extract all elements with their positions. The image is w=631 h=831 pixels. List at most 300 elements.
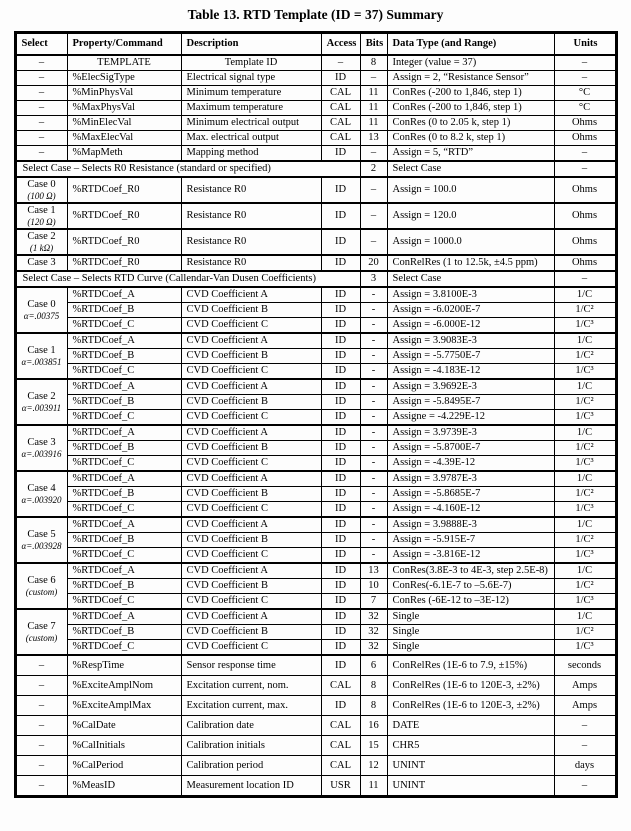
table-row bbox=[15, 487, 616, 502]
bits-cell: 32 bbox=[360, 640, 387, 656]
access-cell: ID bbox=[321, 502, 360, 518]
description-cell: Excitation current, max. bbox=[181, 696, 321, 716]
select-cell: – bbox=[15, 55, 67, 71]
case-label: Case 0 bbox=[27, 299, 56, 310]
table-title: Table 13. RTD Template (ID = 37) Summary bbox=[187, 7, 444, 22]
table-row bbox=[15, 676, 616, 696]
bits-cell: 8 bbox=[360, 676, 387, 696]
case-label: Case 1 bbox=[27, 205, 56, 216]
table-row bbox=[15, 594, 616, 610]
bits-cell: 11 bbox=[360, 116, 387, 131]
description-cell: CVD Coefficient A bbox=[181, 287, 321, 303]
units-cell: seconds bbox=[554, 655, 616, 676]
description-cell: CVD Coefficient B bbox=[181, 349, 321, 364]
description-cell: Calibration initials bbox=[181, 736, 321, 756]
units-cell: Amps bbox=[554, 676, 616, 696]
units-cell: 1/C³ bbox=[554, 456, 616, 472]
access-cell: USR bbox=[321, 776, 360, 797]
datatype-cell: Assign = -4.160E-12 bbox=[387, 502, 554, 518]
bits-cell: 15 bbox=[360, 736, 387, 756]
datatype-cell: Assign = 3.9083E-3 bbox=[387, 333, 554, 349]
units-cell: days bbox=[554, 756, 616, 776]
case-sub-label: α=.003916 bbox=[21, 449, 62, 459]
select-case-cell bbox=[15, 229, 67, 255]
table-row bbox=[15, 502, 616, 518]
access-cell: CAL bbox=[321, 101, 360, 116]
property-cell: %RTDCoef_C bbox=[67, 410, 181, 426]
table-row bbox=[15, 655, 616, 676]
bits-cell: - bbox=[360, 318, 387, 334]
case-sub-label: (120 Ω) bbox=[27, 217, 56, 227]
bits-cell: - bbox=[360, 379, 387, 395]
units-cell: Ohms bbox=[554, 177, 616, 203]
select-cell: – bbox=[15, 86, 67, 101]
select-cell: – bbox=[15, 696, 67, 716]
access-cell: ID bbox=[321, 229, 360, 255]
description-cell: CVD Coefficient B bbox=[181, 579, 321, 594]
datatype-cell: ConRelRes (1 to 12.5k, ±4.5 ppm) bbox=[387, 255, 554, 271]
property-cell: %RTDCoef_C bbox=[67, 456, 181, 472]
description-cell: CVD Coefficient C bbox=[181, 456, 321, 472]
property-cell: %RTDCoef_C bbox=[67, 548, 181, 564]
description-cell: CVD Coefficient B bbox=[181, 625, 321, 640]
datatype-cell: Assign = 3.9692E-3 bbox=[387, 379, 554, 395]
datatype-cell: ConRes (0 to 8.2 k, step 1) bbox=[387, 131, 554, 146]
property-cell: %ElecSigType bbox=[67, 71, 181, 86]
access-cell: ID bbox=[321, 255, 360, 271]
access-cell: ID bbox=[321, 410, 360, 426]
description-cell: CVD Coefficient A bbox=[181, 379, 321, 395]
description-cell: Calibration date bbox=[181, 716, 321, 736]
case-sub-label: (1 kΩ) bbox=[29, 243, 54, 253]
table-row bbox=[15, 441, 616, 456]
description-cell: Excitation current, nom. bbox=[181, 676, 321, 696]
access-cell: ID bbox=[321, 579, 360, 594]
datatype-cell: Assign = -6.000E-12 bbox=[387, 318, 554, 334]
column-header-bits: Bits bbox=[360, 33, 387, 56]
column-header-data-type: Data Type (and Range) bbox=[387, 33, 554, 56]
description-cell: Max. electrical output bbox=[181, 131, 321, 146]
section-row bbox=[15, 161, 616, 177]
property-cell: %RTDCoef_A bbox=[67, 563, 181, 579]
units-cell: 1/C² bbox=[554, 349, 616, 364]
units-cell: 1/C³ bbox=[554, 318, 616, 334]
units-cell: 1/C² bbox=[554, 303, 616, 318]
description-cell: CVD Coefficient B bbox=[181, 395, 321, 410]
datatype-cell: Assign = 3.9739E-3 bbox=[387, 425, 554, 441]
bits-cell: 2 bbox=[360, 161, 387, 177]
access-cell: ID bbox=[321, 640, 360, 656]
column-header-units: Units bbox=[554, 33, 616, 56]
units-cell: °C bbox=[554, 101, 616, 116]
property-cell: %CalDate bbox=[67, 716, 181, 736]
units-cell: 1/C bbox=[554, 287, 616, 303]
datatype-cell: ConRelRes (1E-6 to 120E-3, ±2%) bbox=[387, 696, 554, 716]
datatype-cell: ConRes (-200 to 1,846, step 1) bbox=[387, 86, 554, 101]
access-cell: – bbox=[321, 55, 360, 71]
select-cell: – bbox=[15, 116, 67, 131]
bits-cell: - bbox=[360, 364, 387, 380]
units-cell: 1/C bbox=[554, 609, 616, 625]
case-sub-label: α=.003928 bbox=[21, 541, 62, 551]
datatype-cell: Single bbox=[387, 625, 554, 640]
bits-cell: 11 bbox=[360, 776, 387, 797]
access-cell: ID bbox=[321, 71, 360, 86]
case-sub-label: (custom) bbox=[25, 633, 58, 643]
select-cell: – bbox=[15, 655, 67, 676]
property-cell: %RTDCoef_A bbox=[67, 471, 181, 487]
property-cell: %MinElecVal bbox=[67, 116, 181, 131]
select-cell: – bbox=[15, 146, 67, 162]
description-cell: CVD Coefficient C bbox=[181, 410, 321, 426]
description-cell: Maximum temperature bbox=[181, 101, 321, 116]
select-cell: – bbox=[15, 736, 67, 756]
datatype-cell: ConRes(3.8E-3 to 4E-3, step 2.5E-8) bbox=[387, 563, 554, 579]
datatype-cell: ConRelRes (1E-6 to 7.9, ±15%) bbox=[387, 655, 554, 676]
description-cell: Resistance R0 bbox=[181, 255, 321, 271]
select-cell: Case 3 bbox=[15, 255, 67, 271]
datatype-cell: Assign = 3.8100E-3 bbox=[387, 287, 554, 303]
select-case-cell bbox=[15, 203, 67, 229]
property-cell: %ExciteAmplMax bbox=[67, 696, 181, 716]
select-case-cell bbox=[15, 333, 67, 379]
access-cell: ID bbox=[321, 563, 360, 579]
select-case-cell bbox=[15, 609, 67, 655]
datatype-cell: ConRes (0 to 2.05 k, step 1) bbox=[387, 116, 554, 131]
case-sub-label: (100 Ω) bbox=[27, 191, 56, 201]
description-cell: Measurement location ID bbox=[181, 776, 321, 797]
datatype-cell: Assign = 1000.0 bbox=[387, 229, 554, 255]
bits-cell: 32 bbox=[360, 609, 387, 625]
datatype-cell: Single bbox=[387, 640, 554, 656]
bits-cell: 3 bbox=[360, 271, 387, 287]
units-cell: Ohms bbox=[554, 116, 616, 131]
table-row bbox=[15, 756, 616, 776]
datatype-cell: Assign = 3.9888E-3 bbox=[387, 517, 554, 533]
property-cell: %MaxElecVal bbox=[67, 131, 181, 146]
table-row bbox=[15, 318, 616, 334]
case-label: Case 7 bbox=[27, 621, 56, 632]
property-cell: %RTDCoef_A bbox=[67, 609, 181, 625]
datatype-cell: Assign = -5.8495E-7 bbox=[387, 395, 554, 410]
datatype-cell: Assign = -4.183E-12 bbox=[387, 364, 554, 380]
description-cell: CVD Coefficient B bbox=[181, 441, 321, 456]
property-cell: %RTDCoef_C bbox=[67, 318, 181, 334]
datatype-cell: Integer (value = 37) bbox=[387, 55, 554, 71]
units-cell: 1/C³ bbox=[554, 594, 616, 610]
table-row bbox=[15, 116, 616, 131]
case-sub-label: (custom) bbox=[25, 587, 58, 597]
case-sub-label: α=.003851 bbox=[21, 357, 62, 367]
description-cell: CVD Coefficient A bbox=[181, 471, 321, 487]
property-cell: %RTDCoef_A bbox=[67, 379, 181, 395]
select-case-cell bbox=[15, 425, 67, 471]
datatype-cell: Assign = 3.9787E-3 bbox=[387, 471, 554, 487]
description-cell: CVD Coefficient A bbox=[181, 425, 321, 441]
units-cell: Amps bbox=[554, 696, 616, 716]
units-cell: 1/C² bbox=[554, 533, 616, 548]
property-cell: %RTDCoef_C bbox=[67, 594, 181, 610]
table-row bbox=[15, 101, 616, 116]
description-cell: Mapping method bbox=[181, 146, 321, 162]
units-cell: °C bbox=[554, 86, 616, 101]
units-cell: 1/C³ bbox=[554, 410, 616, 426]
datatype-cell: Assign = 2, “Resistance Sensor” bbox=[387, 71, 554, 86]
bits-cell: 10 bbox=[360, 579, 387, 594]
bits-cell: 13 bbox=[360, 131, 387, 146]
property-cell: %RTDCoef_B bbox=[67, 395, 181, 410]
datatype-cell: Select Case bbox=[387, 271, 554, 287]
select-case-cell bbox=[15, 563, 67, 609]
units-cell: – bbox=[554, 161, 616, 177]
table-row bbox=[15, 716, 616, 736]
bits-cell: - bbox=[360, 425, 387, 441]
bits-cell: - bbox=[360, 395, 387, 410]
units-cell: – bbox=[554, 71, 616, 86]
description-cell: CVD Coefficient B bbox=[181, 533, 321, 548]
access-cell: CAL bbox=[321, 716, 360, 736]
table-row bbox=[15, 517, 616, 533]
datatype-cell: DATE bbox=[387, 716, 554, 736]
datatype-cell: Assign = -5.8700E-7 bbox=[387, 441, 554, 456]
bits-cell: – bbox=[360, 146, 387, 162]
table-row bbox=[15, 425, 616, 441]
table-row bbox=[15, 229, 616, 255]
access-cell: ID bbox=[321, 349, 360, 364]
select-cell: – bbox=[15, 131, 67, 146]
property-cell: %RTDCoef_A bbox=[67, 425, 181, 441]
datatype-cell: UNINT bbox=[387, 756, 554, 776]
datatype-cell: CHR5 bbox=[387, 736, 554, 756]
section-label-cell: Select Case – Selects R0 Resistance (standard or specified) bbox=[15, 161, 360, 177]
bits-cell: 16 bbox=[360, 716, 387, 736]
bits-cell: – bbox=[360, 71, 387, 86]
units-cell: Ohms bbox=[554, 203, 616, 229]
access-cell: ID bbox=[321, 655, 360, 676]
select-cell: – bbox=[15, 776, 67, 797]
description-cell: CVD Coefficient C bbox=[181, 594, 321, 610]
datatype-cell: Assigne = -4.229E-12 bbox=[387, 410, 554, 426]
table-row bbox=[15, 131, 616, 146]
bits-cell: – bbox=[360, 177, 387, 203]
table-row bbox=[15, 533, 616, 548]
access-cell: ID bbox=[321, 533, 360, 548]
access-cell: ID bbox=[321, 146, 360, 162]
units-cell: 1/C³ bbox=[554, 502, 616, 518]
table-row bbox=[15, 287, 616, 303]
property-cell: %CalPeriod bbox=[67, 756, 181, 776]
bits-cell: - bbox=[360, 349, 387, 364]
property-cell: %ExciteAmplNom bbox=[67, 676, 181, 696]
units-cell: 1/C bbox=[554, 471, 616, 487]
units-cell: 1/C bbox=[554, 333, 616, 349]
table-row bbox=[15, 609, 616, 625]
access-cell: ID bbox=[321, 609, 360, 625]
case-label: Case 3 bbox=[27, 437, 56, 448]
description-cell: Sensor response time bbox=[181, 655, 321, 676]
table-row bbox=[15, 471, 616, 487]
bits-cell: - bbox=[360, 441, 387, 456]
datatype-cell: Assign = -6.0200E-7 bbox=[387, 303, 554, 318]
property-cell: %RTDCoef_B bbox=[67, 533, 181, 548]
table-row bbox=[15, 349, 616, 364]
select-case-cell bbox=[15, 471, 67, 517]
units-cell: 1/C² bbox=[554, 625, 616, 640]
bits-cell: - bbox=[360, 517, 387, 533]
property-cell: %RTDCoef_B bbox=[67, 441, 181, 456]
column-header-property-command: Property/Command bbox=[67, 33, 181, 56]
section-row bbox=[15, 271, 616, 287]
select-cell: – bbox=[15, 101, 67, 116]
bits-cell: 13 bbox=[360, 563, 387, 579]
units-cell: 1/C bbox=[554, 425, 616, 441]
units-cell: 1/C³ bbox=[554, 364, 616, 380]
property-cell: %MaxPhysVal bbox=[67, 101, 181, 116]
table-row bbox=[15, 625, 616, 640]
access-cell: ID bbox=[321, 625, 360, 640]
column-header-description: Description bbox=[181, 33, 321, 56]
description-cell: CVD Coefficient C bbox=[181, 318, 321, 334]
table-row bbox=[15, 86, 616, 101]
access-cell: ID bbox=[321, 318, 360, 334]
datatype-cell: Assign = 100.0 bbox=[387, 177, 554, 203]
table-row bbox=[15, 55, 616, 71]
property-cell: %MapMeth bbox=[67, 146, 181, 162]
description-cell: CVD Coefficient A bbox=[181, 333, 321, 349]
table-row bbox=[15, 395, 616, 410]
units-cell: – bbox=[554, 271, 616, 287]
section-label-cell: Select Case – Selects RTD Curve (Callendar-Van Dusen Coefficients) bbox=[15, 271, 360, 287]
bits-cell: 20 bbox=[360, 255, 387, 271]
description-cell: Template ID bbox=[181, 55, 321, 71]
bits-cell: 12 bbox=[360, 756, 387, 776]
bits-cell: - bbox=[360, 502, 387, 518]
datatype-cell: ConRelRes (1E-6 to 120E-3, ±2%) bbox=[387, 676, 554, 696]
description-cell: Resistance R0 bbox=[181, 229, 321, 255]
bits-cell: - bbox=[360, 533, 387, 548]
bits-cell: 6 bbox=[360, 655, 387, 676]
datatype-cell: Select Case bbox=[387, 161, 554, 177]
units-cell: – bbox=[554, 146, 616, 162]
property-cell: %RTDCoef_R0 bbox=[67, 177, 181, 203]
select-cell: – bbox=[15, 676, 67, 696]
table-row bbox=[15, 579, 616, 594]
table-row bbox=[15, 563, 616, 579]
column-header-select: Select bbox=[15, 33, 67, 56]
select-cell: – bbox=[15, 716, 67, 736]
description-cell: CVD Coefficient A bbox=[181, 517, 321, 533]
access-cell: CAL bbox=[321, 756, 360, 776]
property-cell: %RTDCoef_A bbox=[67, 333, 181, 349]
case-sub-label: α=.003911 bbox=[21, 403, 62, 413]
table-row bbox=[15, 333, 616, 349]
units-cell: 1/C² bbox=[554, 395, 616, 410]
case-sub-label: α=.003920 bbox=[21, 495, 62, 505]
bits-cell: 11 bbox=[360, 101, 387, 116]
units-cell: Ohms bbox=[554, 229, 616, 255]
description-cell: Resistance R0 bbox=[181, 177, 321, 203]
access-cell: CAL bbox=[321, 676, 360, 696]
description-cell: CVD Coefficient A bbox=[181, 609, 321, 625]
table-row bbox=[15, 146, 616, 162]
access-cell: ID bbox=[321, 287, 360, 303]
bits-cell: – bbox=[360, 203, 387, 229]
access-cell: ID bbox=[321, 548, 360, 564]
case-label: Case 6 bbox=[27, 575, 56, 586]
access-cell: ID bbox=[321, 517, 360, 533]
access-cell: ID bbox=[321, 456, 360, 472]
access-cell: ID bbox=[321, 441, 360, 456]
datatype-cell: ConRes(-6.1E-7 to –5.6E-7) bbox=[387, 579, 554, 594]
case-label: Case 5 bbox=[27, 529, 56, 540]
units-cell: Ohms bbox=[554, 131, 616, 146]
property-cell: %RespTime bbox=[67, 655, 181, 676]
description-cell: CVD Coefficient C bbox=[181, 364, 321, 380]
bits-cell: 7 bbox=[360, 594, 387, 610]
access-cell: CAL bbox=[321, 116, 360, 131]
description-cell: CVD Coefficient B bbox=[181, 303, 321, 318]
table-row bbox=[15, 303, 616, 318]
datatype-cell: Assign = -5.915E-7 bbox=[387, 533, 554, 548]
table-row bbox=[15, 776, 616, 797]
access-cell: ID bbox=[321, 425, 360, 441]
select-case-cell bbox=[15, 287, 67, 333]
bits-cell: - bbox=[360, 287, 387, 303]
description-cell: Calibration period bbox=[181, 756, 321, 776]
table-row bbox=[15, 364, 616, 380]
property-cell: %RTDCoef_R0 bbox=[67, 229, 181, 255]
property-cell: %RTDCoef_B bbox=[67, 349, 181, 364]
case-sub-label: α=.00375 bbox=[23, 311, 60, 321]
description-cell: CVD Coefficient A bbox=[181, 563, 321, 579]
description-cell: CVD Coefficient B bbox=[181, 487, 321, 502]
units-cell: 1/C² bbox=[554, 441, 616, 456]
description-cell: Minimum temperature bbox=[181, 86, 321, 101]
property-cell: TEMPLATE bbox=[67, 55, 181, 71]
case-label: Case 1 bbox=[27, 345, 56, 356]
units-cell: – bbox=[554, 716, 616, 736]
units-cell: 1/C bbox=[554, 563, 616, 579]
property-cell: %RTDCoef_A bbox=[67, 517, 181, 533]
bits-cell: – bbox=[360, 229, 387, 255]
column-header-access: Access bbox=[321, 33, 360, 56]
case-label: Case 0 bbox=[27, 179, 56, 190]
access-cell: ID bbox=[321, 594, 360, 610]
description-cell: CVD Coefficient C bbox=[181, 640, 321, 656]
bits-cell: - bbox=[360, 548, 387, 564]
property-cell: %RTDCoef_R0 bbox=[67, 255, 181, 271]
datatype-cell: Assign = -5.8685E-7 bbox=[387, 487, 554, 502]
property-cell: %RTDCoef_C bbox=[67, 364, 181, 380]
datatype-cell: Single bbox=[387, 609, 554, 625]
table-row bbox=[15, 736, 616, 756]
table-row bbox=[15, 379, 616, 395]
select-case-cell bbox=[15, 379, 67, 425]
units-cell: 1/C² bbox=[554, 579, 616, 594]
units-cell: 1/C² bbox=[554, 487, 616, 502]
property-cell: %RTDCoef_R0 bbox=[67, 203, 181, 229]
bits-cell: - bbox=[360, 487, 387, 502]
bits-cell: 8 bbox=[360, 55, 387, 71]
description-cell: Electrical signal type bbox=[181, 71, 321, 86]
access-cell: CAL bbox=[321, 131, 360, 146]
property-cell: %MinPhysVal bbox=[67, 86, 181, 101]
case-label: Case 2 bbox=[27, 391, 56, 402]
access-cell: ID bbox=[321, 177, 360, 203]
property-cell: %RTDCoef_B bbox=[67, 579, 181, 594]
select-case-cell bbox=[15, 517, 67, 563]
datatype-cell: ConRes (-200 to 1,846, step 1) bbox=[387, 101, 554, 116]
